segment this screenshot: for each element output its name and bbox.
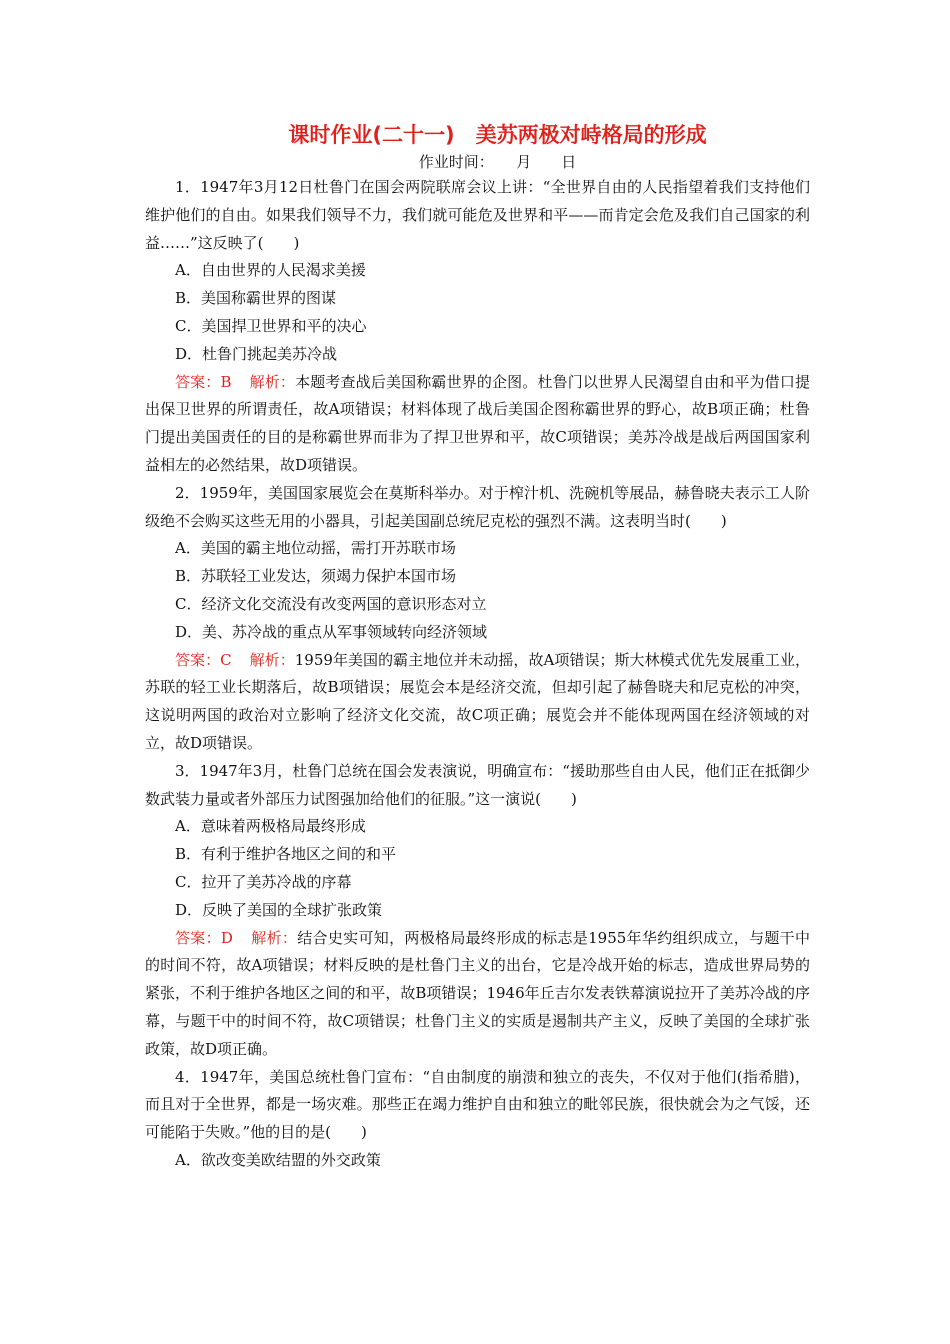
question-stem: 2．1959年，美国国家展览会在莫斯科举办。对于榨汁机、洗碗机等展品，赫鲁晓夫表示工人阶级绝不会购买这些无用的小器具，引起美国副总统尼克松的强烈不满。这表明当时( ) [145, 483, 810, 530]
option-c: C．经济文化交流没有改变两国的意识形态对立 [175, 594, 487, 613]
analysis-text: 1959年美国的霸主地位并未动摇，故A项错误；斯大林模式优先发展重工业，苏联的轻工业长期落后，故B项错误；展览会本是经济交流，但却引起了赫鲁晓夫和尼克松的冲突，这说明两国的政治对立影响了经济文化交流，故C项正确；展览会并不能体现两国在经济领域的对立，故D项错误。 [145, 650, 810, 752]
answer-analysis [145, 369, 810, 480]
question-2 [145, 480, 810, 758]
option-b: B．苏联轻工业发达，须竭力保护本国市场 [175, 567, 457, 586]
question-1 [145, 174, 810, 480]
analysis-text: 本题考查战后美国称霸世界的企图。杜鲁门以世界人民渴望自由和平为借口提出保卫世界的所谓责任，故A项错误；材料体现了战后美国企图称霸世界的野心，故B项正确；杜鲁门提出美国责任的目的是称霸世界而非为了捍卫世界和平，故C项错误；美苏冷战是战后两国国家利益相左的必然结果，故D项错误。 [145, 372, 810, 474]
assignment-date-line: 作业时间： 月 日 [418, 153, 577, 171]
option-c: C．拉开了美苏冷战的序幕 [175, 872, 352, 891]
option-d: D．杜鲁门挑起美苏冷战 [175, 344, 338, 363]
option-a: A．意味着两极格局最终形成 [175, 817, 366, 836]
question-3 [145, 758, 810, 1064]
answer-analysis [145, 647, 810, 758]
option-c: C．美国捍卫世界和平的决心 [175, 316, 367, 335]
question-stem: 4．1947年，美国总统杜鲁门宣布：“自由制度的崩溃和独立的丧失，不仅对于他们(指希腊)，而且对于全世界，都是一场灾难。那些正在竭力维护自由和独立的毗邻民族，很快就会为之气馁，还可能陷于失败。”他的目的是( ) [145, 1067, 810, 1142]
option-a: A．自由世界的人民渴求美援 [175, 261, 366, 280]
page-title: 课时作业(二十一) 美苏两极对峙格局的形成 [288, 123, 707, 147]
question-stem: 3．1947年3月，杜鲁门总统在国会发表演说，明确宣布：“援助那些自由人民，他们正在抵御少数武装力量或者外部压力试图强加给他们的征服。”这一演说( ) [145, 761, 810, 808]
analysis-label: 解析： [249, 372, 296, 391]
option-a: A．欲改变美欧结盟的外交政策 [175, 1150, 381, 1169]
option-d: D．反映了美国的全球扩张政策 [175, 900, 383, 919]
question-4 [145, 1064, 810, 1175]
question-stem: 1．1947年3月12日杜鲁门在国会两院联席会议上讲：“全世界自由的人民指望着我们支持他们维护他们的自由。如果我们领导不力，我们就可能危及世界和平——而肯定会危及我们自己国家的利益……”这反映了( ) [145, 178, 810, 252]
option-b: B．美国称霸世界的图谋 [175, 289, 337, 308]
option-b: B．有利于维护各地区之间的和平 [175, 845, 397, 864]
analysis-label: 解析： [249, 650, 295, 669]
answer-analysis [145, 925, 810, 1064]
answer-label: 答案：D [175, 928, 233, 947]
document-content [145, 120, 810, 1175]
analysis-text: 结合史实可知，两极格局最终形成的标志是1955年华约组织成立，与题干中的时间不符，故A项错误；材料反映的是杜鲁门主义的出台，它是冷战开始的标志，造成世界局势的紧张，不利于维护各地区之间的和平，故B项错误；1946年丘吉尔发表铁幕演说拉开了美苏冷战的序幕，与题干中的时间不符，故C项错误；杜鲁门主义的实质是遏制共产主义，反映了美国的全球扩张政策，故D项正确。 [145, 928, 810, 1058]
option-a: A．美国的霸主地位动摇，需打开苏联市场 [175, 539, 456, 558]
answer-label: 答案：C [175, 650, 232, 669]
option-d: D．美、苏冷战的重点从军事领域转向经济领域 [175, 622, 488, 641]
answer-label: 答案：B [175, 372, 232, 391]
analysis-label: 解析： [250, 928, 298, 947]
